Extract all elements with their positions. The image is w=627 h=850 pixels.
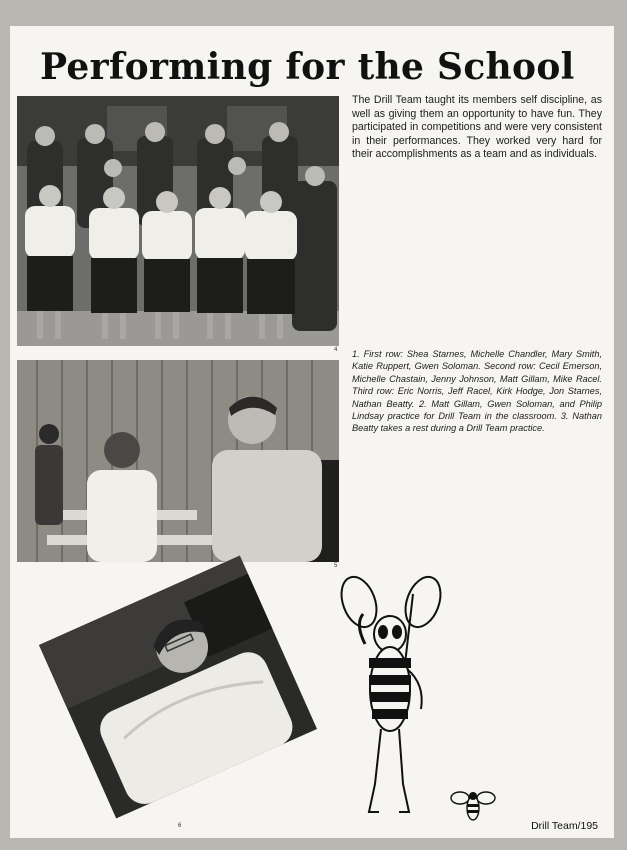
page-title: Performing for the School — [40, 46, 575, 88]
page-footer: Drill Team/195 — [531, 820, 598, 832]
small-hornet-drawing — [450, 784, 496, 826]
rest-photo-number: 6 — [178, 823, 182, 829]
photo-caption: 1. First row: Shea Starnes, Michelle Chandler, Mary Smith, Katie Ruppert, Gwen Soloman. Second row: Cecil Emerson, Michelle Chastain, Jenny Johnson, Matt Gillam, Mike Racel. Third row: Eric Norris, Jeff Racel, Kirk Hodge, Jon Starnes, Nathan Beatty. 2. Matt Gillam, Gwen Soloman, and Philip Lindsay practice for Drill Team in the classroom. 3. Nathan Beatty takes a rest during a Drill Team practice. — [352, 349, 602, 434]
yearbook-page — [10, 26, 614, 838]
group-photo — [17, 96, 339, 346]
group-photo-number: 4 — [334, 347, 338, 353]
hornet-mascot-drawing — [335, 574, 445, 824]
rest-photo — [39, 555, 317, 818]
classroom-photo — [17, 360, 339, 562]
classroom-photo-number: 5 — [334, 563, 338, 569]
body-text: The Drill Team taught its members self discipline, as well as giving them an opportunity to have fun. They participated in competitions and were very consistent in their performances. They worked very hard for their accomplishments as a team and as individuals. — [352, 94, 602, 161]
